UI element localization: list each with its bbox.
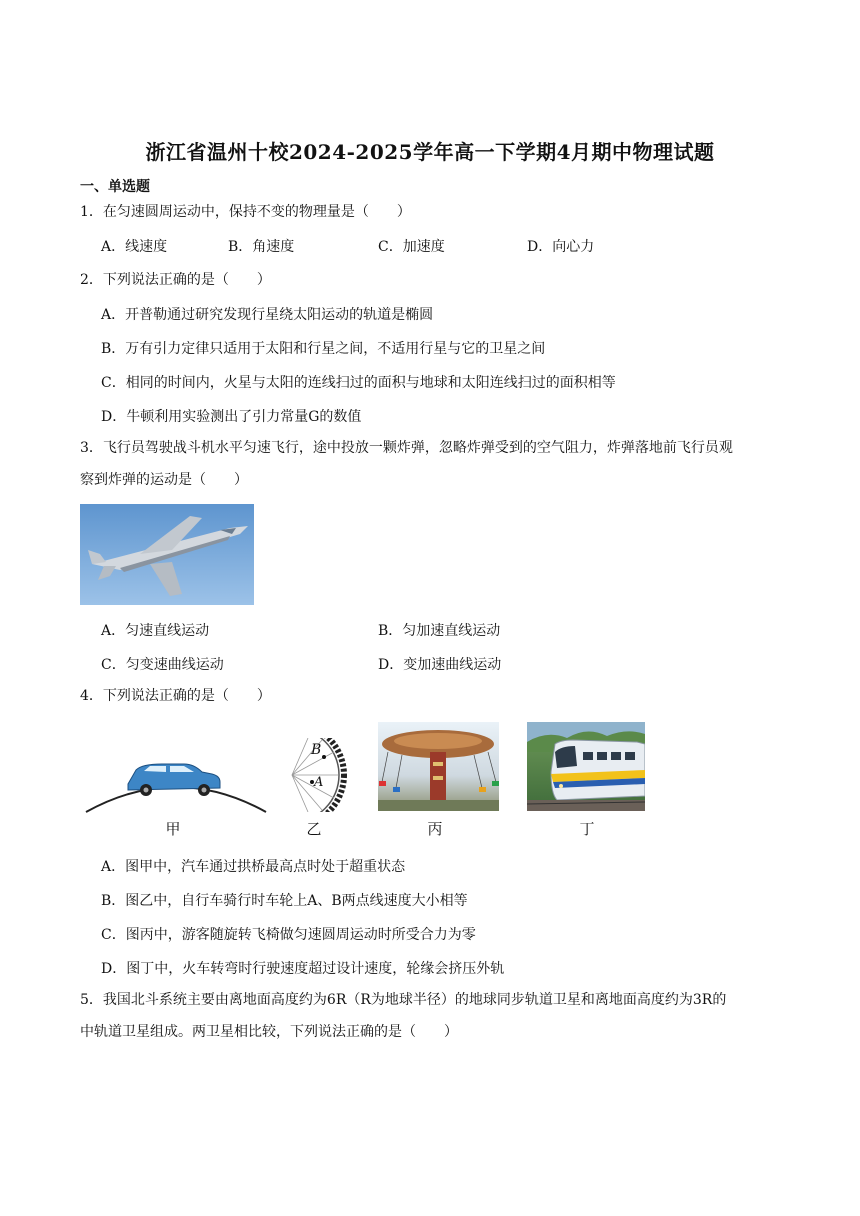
wheel-point-b-label: B (311, 742, 322, 758)
q2-option-c: C．相同的时间内，火星与太阳的连线扫过的面积与地球和太阳连线扫过的面积相等 (101, 375, 616, 391)
question-2-stem: 2．下列说法正确的是（ ） (80, 272, 271, 288)
q1-option-d: D．向心力 (527, 239, 595, 255)
figure-caption-bing: 丙 (427, 820, 443, 838)
q1-option-b: B．角速度 (228, 239, 295, 255)
q1-option-c: C．加速度 (378, 239, 445, 255)
q3-option-d: D．变加速曲线运动 (378, 657, 502, 673)
bicycle-wheel-figure (288, 738, 352, 812)
fighter-jet-image (80, 504, 254, 605)
figure-caption-ding: 丁 (579, 820, 595, 838)
q2-option-d: D．牛顿利用实验测出了引力常量G的数值 (101, 409, 362, 425)
swing-ride-photo (378, 722, 499, 811)
q1-option-a: A．线速度 (101, 239, 168, 255)
train-photo (527, 722, 645, 811)
question-3-stem-line2: 察到炸弹的运动是（ ） (80, 472, 248, 488)
figure-caption-yi: 乙 (306, 820, 322, 838)
page-title: 浙江省温州十校2024-2025学年高一下学期4月期中物理试题 (145, 140, 715, 164)
question-5-stem-line2: 中轨道卫星组成。两卫星相比较，下列说法正确的是（ ） (80, 1024, 458, 1040)
section-heading: 一、单选题 (80, 179, 150, 195)
car-on-bridge-figure (84, 740, 268, 816)
question-3-stem-line1: 3．飞行员驾驶战斗机水平匀速飞行，途中投放一颗炸弹，忽略炸弹受到的空气阻力，炸弹落地前飞行员观 (80, 440, 733, 456)
question-1-stem: 1．在匀速圆周运动中，保持不变的物理量是（ ） (80, 204, 411, 220)
q4-option-a: A．图甲中，汽车通过拱桥最高点时处于超重状态 (101, 859, 406, 875)
q2-option-b: B．万有引力定律只适用于太阳和行星之间，不适用行星与它的卫星之间 (101, 341, 546, 357)
q3-option-a: A．匀速直线运动 (101, 623, 210, 639)
figure-caption-jia: 甲 (165, 820, 181, 838)
q4-option-d: D．图丁中，火车转弯时行驶速度超过设计速度，轮缘会挤压外轨 (101, 961, 505, 977)
question-5-stem-line1: 5．我国北斗系统主要由离地面高度约为6R（R为地球半径）的地球同步轨道卫星和离地面高度约为3R的 (80, 992, 727, 1008)
wheel-point-a-label: A (314, 775, 324, 790)
q3-option-c: C．匀变速曲线运动 (101, 657, 224, 673)
q4-option-b: B．图乙中，自行车骑行时车轮上A、B两点线速度大小相等 (101, 893, 468, 909)
q4-option-c: C．图丙中，游客随旋转飞椅做匀速圆周运动时所受合力为零 (101, 927, 476, 943)
question-4-stem: 4．下列说法正确的是（ ） (80, 688, 271, 704)
q3-option-b: B．匀加速直线运动 (378, 623, 501, 639)
q2-option-a: A．开普勒通过研究发现行星绕太阳运动的轨道是椭圆 (101, 307, 434, 323)
